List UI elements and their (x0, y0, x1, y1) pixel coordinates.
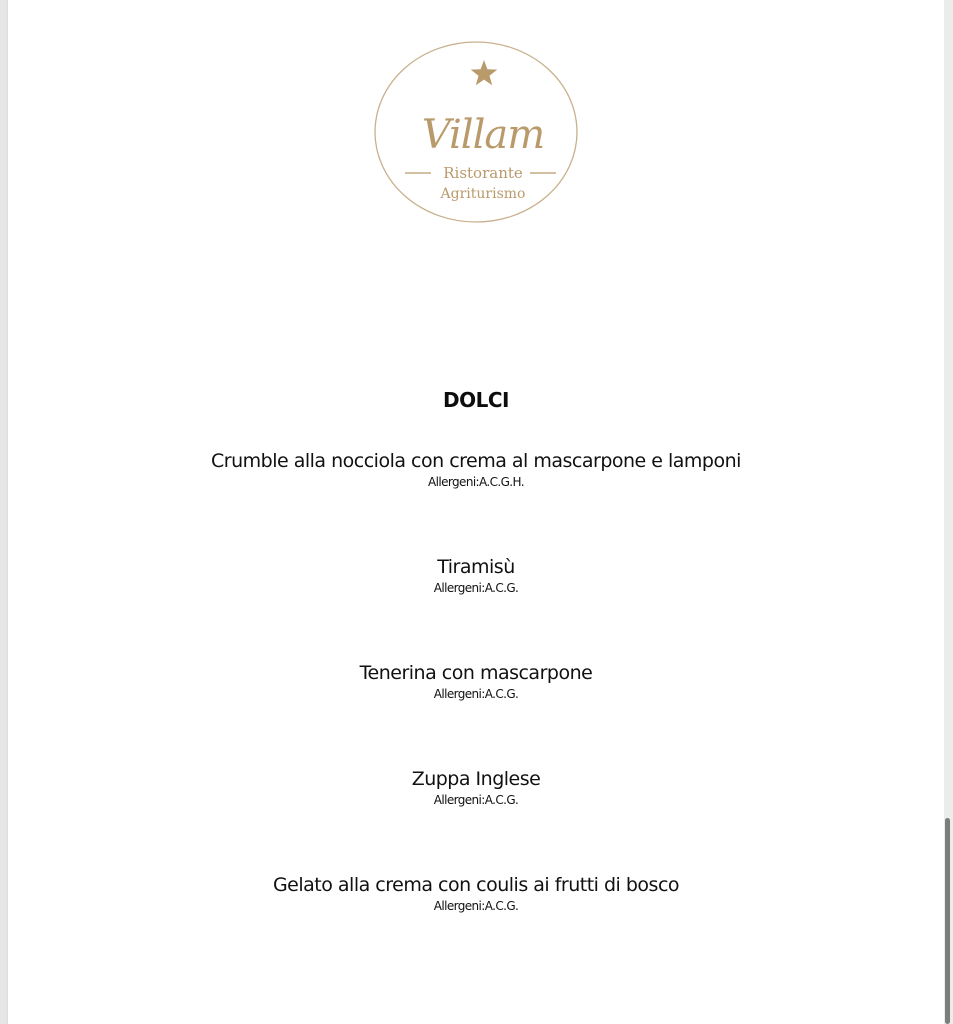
menu-page (8, 0, 944, 1024)
dish-name: Crumble alla nocciola con crema al mascarpone e lamponi (211, 450, 741, 472)
allergens-text: Allergeni:A.C.G. (433, 581, 519, 595)
restaurant-logo (373, 40, 579, 224)
menu-item (8, 556, 944, 596)
allergens-text: Allergeni:A.C.G. (433, 899, 519, 913)
logo-line-agriturismo: Agriturismo (440, 186, 526, 202)
dish-name: Gelato alla crema con coulis ai frutti di bosco (272, 874, 680, 896)
allergens-text: Allergeni:A.C.G. (433, 687, 519, 701)
dish-name: Zuppa Inglese (411, 768, 541, 790)
allergens-text: Allergeni:A.C.G. (433, 793, 519, 807)
dish-name: Tenerina con mascarpone (359, 662, 593, 684)
logo-line-ristorante: Ristorante (443, 164, 523, 182)
logo-script-name: Villam (421, 112, 545, 158)
vertical-scrollbar[interactable] (944, 0, 953, 1024)
menu-item (8, 662, 944, 702)
menu-item (8, 768, 944, 808)
scrollbar-thumb[interactable] (945, 818, 950, 1024)
allergens-text: Allergeni:A.C.G.H. (428, 475, 524, 489)
section-title: DOLCI (443, 388, 509, 412)
menu-item (8, 450, 944, 490)
menu-item (8, 874, 944, 914)
dish-name: Tiramisù (437, 556, 515, 578)
star-icon (471, 60, 498, 85)
